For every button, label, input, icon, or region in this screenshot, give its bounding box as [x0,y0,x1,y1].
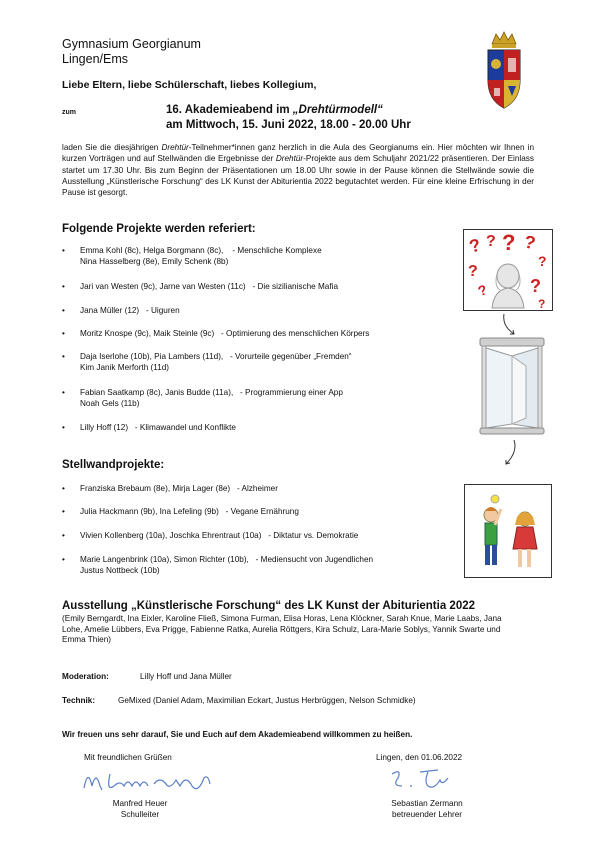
signer-left-role: Schulleiter [120,810,160,819]
school-city: Lingen/Ems [62,52,129,66]
intro-paragraph [62,142,534,198]
signature-heuer [80,764,220,796]
event-line-2: am Mittwoch, 15. Juni 2022, 18.00 - 20.00 Uhr [166,119,411,131]
svg-text:?: ? [467,234,483,257]
svg-text:?: ? [530,276,541,296]
wall-text: Marie Langenbrink (10a), Simon Richter (10b), - Mediensucht von Jugendlichen Justus Nottbeck (10b) [80,555,374,575]
project-text: Jana Müller (12) - Uiguren [80,306,180,315]
school-header [62,37,201,67]
confused-figure-icon [464,230,552,310]
bullet: • [62,507,65,516]
bullet: • [62,329,65,338]
signature-zermann [388,764,458,794]
projects-heading: Folgende Projekte werden referiert: [62,223,256,235]
event-zum: zum [62,109,76,116]
children-lightbulb-icon [465,485,551,577]
wall-text: Vivien Kollenberg (10a), Joschka Ehrentraut (10a) - Diktatur vs. Demokratie [80,531,359,540]
project-text: Daja Iserlohe (10b), Pia Lambers (11d), - Vorurteile gegenüber „Fremden“ Kim Janik Merforth (11d) [80,352,352,372]
moderation-value: Lilly Hoff und Jana Müller [140,672,232,681]
signer-left [100,798,180,820]
bullet: • [62,388,65,397]
event-line-1-prefix: 16. Akademieabend im [166,104,293,116]
bullet: • [62,555,65,564]
place-date: Lingen, den 01.06.2022 [376,753,463,762]
event-line-1 [166,103,411,118]
event-title [166,103,411,133]
intro-part-1: laden Sie die diesjährigen [62,143,162,152]
bullet: • [62,531,65,540]
bullet: • [62,423,65,432]
bullet: • [62,484,65,493]
svg-text:?: ? [502,230,516,255]
svg-text:?: ? [538,253,547,269]
signer-right-role: betreuender Lehrer [391,810,463,819]
bullet: • [62,246,65,255]
wall-text: Franziska Brebaum (8e), Mirja Lager (8e) - Alzheimer [80,484,278,493]
intro-italic-2: Drehtür [275,154,304,164]
project-text: Emma Kohl (8c), Helga Borgmann (8c), - Menschliche Komplexe Nina Hasselberg (8e), Emily Schenk (8b) [80,246,322,266]
svg-text:?: ? [468,263,478,280]
school-name: Gymnasium Georgianum [62,37,201,51]
bullet: • [62,282,65,291]
moderation-line [62,672,232,681]
salutation: Mit freundlichen Grüßen [84,753,172,762]
svg-text:?: ? [475,281,490,300]
svg-text:?: ? [486,233,496,250]
intro-part-3: -Projekte aus dem Schuljahr 2021/22 präsentieren. Der Einlass startet um 17.30 Uhr. Bis zum Beginn der Präsentationen um 18.00 Uhr sowie in der Pause können die Stellwände sowie die Ausstellung „Künstlerische Forschung“ des LK Kunst der Abiturientia 2022 begutachtet werden. Für eine kleine Erfrischung in der Pause ist gesorgt. [62,154,534,198]
svg-text:?: ? [522,231,538,254]
revolving-door-illustration [476,336,548,436]
event-line-1-italic: „Drehtürmodell“ [292,104,383,116]
arrow-down-icon [500,438,520,468]
signer-left-name: Manfred Heuer [112,799,168,808]
revolving-door-icon [476,336,548,436]
greeting: Liebe Eltern, liebe Schülerschaft, liebes Kollegium, [62,79,317,91]
signer-right [380,798,474,820]
signer-right-name: Sebastian Zermann [391,799,463,808]
project-text: Jari van Westen (9c), Jarne van Westen (11c) - Die sizilianische Mafia [80,282,339,291]
question-marks-illustration [463,229,553,311]
wall-text: Julia Hackmann (9b), Ina Lefeling (9b) - Vegane Ernährung [80,507,299,516]
children-idea-illustration [464,484,552,578]
technik-value: GeMixed (Daniel Adam, Maximilian Eckart, Justus Herbrüggen, Nelson Schmidke) [118,696,416,705]
exhibition-title: Ausstellung „Künstlerische Forschung“ des LK Kunst der Abiturientia 2022 [62,600,476,612]
bullet: • [62,352,65,361]
coat-of-arms-logo [484,30,524,110]
exhibition-names: (Emily Berngardt, Ina Eixler, Karoline Fließ, Simona Furman, Elisa Horas, Lena Klöckner, Sarah Knue, Marie Laabs, Jana Lohe, Amelie Lübbers, Eva Prigge, Fabienne Ratka, Aurelia Röttgers, Kira Schulz, Lara-Marie Soblys, Yannik Swarte und Emma Thien) [62,614,502,645]
svg-text:?: ? [538,297,546,310]
closing-sentence: Wir freuen uns sehr darauf, Sie und Euch auf dem Akademieabend willkommen zu heißen. [62,730,413,739]
moderation-label: Moderation: [62,672,109,681]
intro-part-2: -Teilnehmer*innen ganz herzlich in die Aula des Georgianums ein. Hier möchten wir Ihnen in kurzen Vorträgen und auf Stellwänden die Ergebnisse der [62,143,535,164]
walls-heading: Stellwandprojekte: [62,459,165,471]
technik-line [62,696,416,705]
project-text: Fabian Saatkamp (8c), Janis Budde (11a), - Programmierung einer App Noah Gels (11b) [80,388,343,408]
project-text: Moritz Knospe (9c), Maik Steinle (9c) - Optimierung des menschlichen Körpers [80,329,370,338]
bullet: • [62,306,65,315]
intro-italic-1: Drehtür [161,143,189,152]
project-text: Lilly Hoff (12) - Klimawandel und Konflikte [80,423,236,432]
arrow-down-icon [500,312,520,338]
technik-label: Technik: [62,696,96,705]
